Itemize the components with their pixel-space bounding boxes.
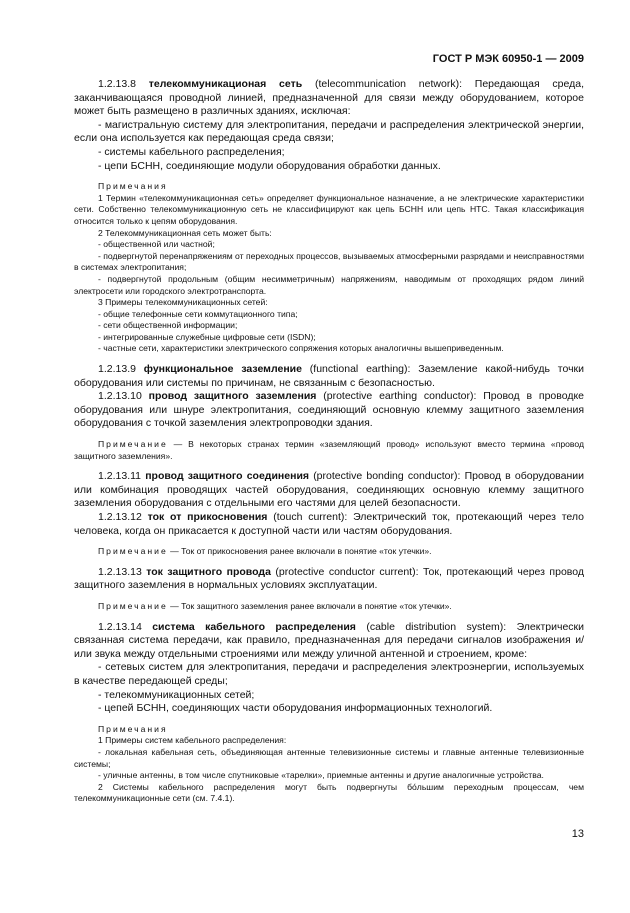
term-number: 1.2.13.9 xyxy=(98,363,136,376)
term-definition: (cable distribution system): Электрически связанная система передачи, как правило, предназначенная для передачи сигналов изображения и/или звука между отдельными строениями или между уличной антенной и строением, кроме: xyxy=(74,620,585,660)
note xyxy=(74,439,584,462)
term-number: 1.2.13.13 xyxy=(98,565,142,578)
note-label: Примечание xyxy=(98,546,168,557)
notes-title: Примечания xyxy=(98,181,168,192)
note-item: 3 Примеры телекоммуникационных сетей: xyxy=(98,297,268,308)
note-item: - подвергнутой перенапряжениям от переходных процессов, вызываемых атмосферными разрядами и неисправностями в системах электропитания; xyxy=(74,250,584,273)
note-item: - общие телефонные сети коммутационного типа; xyxy=(98,308,298,319)
term-protective-earthing-conductor xyxy=(74,390,584,431)
list-item: - цепи БСНН, соединяющие модули оборудования обработки данных. xyxy=(98,159,441,172)
note-item: - сети общественной информации; xyxy=(98,320,238,331)
note-item: - подвергнутой продольным (общим несимметричным) напряжениям, наводимым от проходящих рядом линий электросети или городского электротранспорта. xyxy=(74,273,584,296)
term-name: ток защитного провода xyxy=(146,565,271,578)
note xyxy=(74,546,584,558)
term-definition: (functional earthing): Заземление какой-нибудь точки оборудования или системы по причинам, не связанным с безопасностью. xyxy=(74,363,584,389)
note-item: 2 Системы кабельного распределения могут быть подвергнуты бо́льшим переходным процессам, чем телекоммуникационные сети (см. 7.4.1). xyxy=(74,781,584,804)
note-item: 2 Телекоммуникационная сеть может быть: xyxy=(98,227,272,238)
note xyxy=(74,601,584,613)
term-number: 1.2.13.14 xyxy=(98,620,142,633)
term-definition: (protective bonding conductor): Провод в оборудовании или комбинация проводящих частей оборудования, соединяющих основную клемму защитного заземления оборудования с отдельными его частями для целей безопасности. xyxy=(74,470,584,510)
note-item: - локальная кабельная сеть, объединяющая антенные телевизионные системы и главные антенные телевизионные системы; xyxy=(74,746,584,769)
list-item: - магистральную систему для электропитания, передачи и распределения электрической энергии, если она используется как передающая среда связи; xyxy=(74,118,584,145)
term-definition: (protective earthing conductor): Провод в проводке оборудования или шнуре электропитания, соединяющий основную клемму защитного заземления оборудования с точкой заземления электропроводки здания. xyxy=(74,390,585,430)
term-number: 1.2.13.11 xyxy=(98,470,142,483)
term-name: провод защитного заземления xyxy=(148,390,317,403)
term-definition: (protective conductor current): Ток, протекающий через провод защитного заземления в нормальных условиях эксплуатации. xyxy=(74,565,584,592)
term-protective-conductor-current xyxy=(74,566,584,593)
note-item: - уличные антенны, в том числе спутниковые «тарелки», приемные антенны и другие аналогичные устройства. xyxy=(98,770,544,781)
term-protective-bonding-conductor xyxy=(74,470,584,511)
term-number: 1.2.13.10 xyxy=(98,390,142,403)
note-item: 1 Термин «телекоммуникационная сеть» определяет функциональное назначение, а не электрические характеристики сети. Собственно телекоммуникационную сеть не классифицируют как цепь БСНН или цепь НТС. Такая классификация относится только к цепям оборудования. xyxy=(74,192,584,226)
note-label: Примечание xyxy=(98,439,168,450)
page-number: 13 xyxy=(571,828,584,840)
term-telecommunication-network xyxy=(74,78,584,119)
note-item: - частные сети, характеристики электрического сопряжения которых аналогичны вышеприведенным. xyxy=(98,343,504,354)
term-name: система кабельного распределения xyxy=(152,620,356,633)
note-item: - интегрированные служебные цифровые сети (ISDN); xyxy=(98,331,316,342)
term-number: 1.2.13.12 xyxy=(98,511,142,523)
term-cable-distribution-system xyxy=(74,621,584,662)
term-name: провод защитного соединения xyxy=(145,470,310,483)
document-header: ГОСТ Р МЭК 60950-1 — 2009 xyxy=(432,53,584,65)
note-text: — Ток от прикосновения ранее включали в понятие «ток утечки». xyxy=(167,546,432,557)
note-item: - общественной или частной; xyxy=(98,239,215,250)
notes-title: Примечания xyxy=(98,723,168,734)
term-functional-earthing xyxy=(74,363,584,390)
term-name: функциональное заземление xyxy=(143,363,302,376)
list-item: - цепей БСНН, соединяющих части оборудования информационных технологий. xyxy=(98,702,493,715)
term-name: ток от прикосновения xyxy=(147,511,268,523)
term-definition: (touch current): Электрический ток, протекающий через тело человека, когда он прикасается к доступной части или частям оборудования. xyxy=(74,511,584,537)
term-name: телекоммуникационая сеть xyxy=(148,78,303,90)
list-item: - телекоммуникационных сетей; xyxy=(98,688,255,701)
note-label: Примечание xyxy=(98,600,168,611)
note-text: — В некоторых странах термин «заземляющий провод» используют вместо термина «провод защитного заземления». xyxy=(74,439,584,461)
document-body xyxy=(74,78,584,805)
list-item: - сетевых систем для электропитания, передачи и распределения электроэнергии, используемых в качестве передающей среды; xyxy=(74,661,584,687)
list-item: - системы кабельного распределения; xyxy=(98,145,285,158)
note-item: 1 Примеры систем кабельного распределения: xyxy=(98,735,287,746)
term-touch-current xyxy=(74,511,584,538)
term-definition: (telecommunication network): Передающая среда, заканчивающаяся проводной линией, предназначенной для связи между оборудованием, которое может быть размещено в различных зданиях, исключая: xyxy=(74,78,584,118)
note-text: — Ток защитного заземления ранее включали в понятие «ток утечки». xyxy=(167,600,452,611)
term-number: 1.2.13.8 xyxy=(98,78,136,90)
